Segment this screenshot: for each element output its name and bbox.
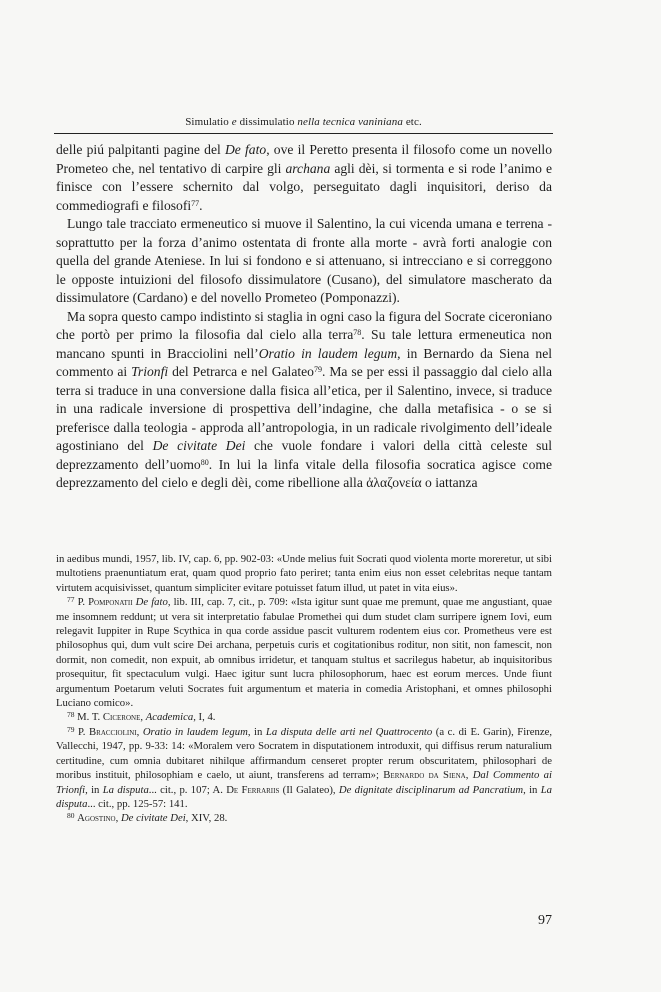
header-title-part: e (228, 116, 240, 128)
header-rule (54, 133, 553, 134)
running-header (54, 116, 553, 134)
header-title-part: etc. (402, 116, 422, 128)
footnote-ref-79[interactable]: 79 (313, 365, 322, 374)
footnote-number: 77 (67, 595, 75, 605)
footnotes (56, 552, 552, 826)
text-run: Ma sopra questo campo indistinto si staglia in ogni caso la figura del Socrate ciceroniano che portò per primo la filosofia dal cielo alla terra (56, 308, 552, 342)
footnote-text: (a c. di E. Garin), Firenze, Vallecchi, 1947, pp. 9-33: 14: «Moralem vero Socratem in disputationem introduxit, qui diffisus rerum naturalium certitudine, cum omnia dubitaret nihilque affirmandum censeret propter rerum obscuritatem, philosophari de moribus instituit, philosophiam e caelo, ut aiunt, transferens ad terram»; (56, 725, 553, 782)
footnote-number: 78 (67, 710, 75, 720)
footnote-text: , lib. III, cap. 7, cit., p. 709: «Ista igitur sunt quae me premunt, quae me angustiant, quae me insomnem reddunt; ut vera sit interpretatio fabulae Promethei qui dum studet clam surripere ignem Iovi, eum relegavit Iuppiter in Rupe Scythica in qua corde assidue pascit vulturem rodentem eius cor. Prometheus vere est philosophus qui, dum vult scire Dei archana, perpetuis curis et cogitationibus roditur, non sitit, non famescit, non dormit, non comedit, non expuit, ab omnibus irridetur, et tanquam stultus et sacrilegus habetur, ab inquisitoribus prosequitur, fit spectaculum vulgi. Haec igitur sunt lucra philosophorum, haec est eorum merces. Unde fiunt argumentum Poetarum veluti Socrates fuit argumentum et materia in comedia Aristophani, et omnes philosophi Luciano comico». (56, 596, 553, 710)
work-title: De dignitate disciplinarum ad Pancratium (338, 783, 524, 796)
italic-run: De civitate Dei (152, 438, 246, 453)
italic-run: Trionfi (131, 364, 169, 379)
paragraph-2: Lungo tale tracciato ermeneutico si muove il Salentino, la cui vicenda umana e terrena - soprattutto per la forza d’animo ostentata di fronte alla morte - avrà forti analogie con quella del grande Ateniese. In lui si fondono e si attenuano, si intrecciano e si correggono le opposte intuizioni del filosofo dissimulatore (Cusano), del simulatore mascherato da dissimulatore (Cardano) e del novello Prometeo (Pomponazzi). (56, 216, 552, 305)
text-run: agli dèi, si tormenta e si rode l’animo e finisce con l’essere schernito dal volgo, perseguitato dagli inquisitori, deriso da commediografi e filosofi (56, 160, 552, 213)
work-title: La disputa (56, 783, 552, 810)
text-run: , in Bernardo da Siena nel commento ai (56, 345, 553, 379)
author: Agostino (77, 812, 116, 825)
text-run: che vuole fondare i valori della città celeste sul deprezzamento dell’uomo (56, 438, 552, 472)
footnote-ref-78[interactable]: 78 (353, 328, 362, 337)
footnote-text: , XIV, 28. (185, 812, 228, 825)
work-title: De civitate Dei (120, 812, 186, 825)
header-title-part: Simulatio (185, 116, 229, 128)
footnote-text: , in (85, 783, 103, 796)
footnote-number: 79 (67, 724, 75, 734)
footnote-text: , in (523, 783, 541, 796)
work-title: Dal Commento ai Trionfi (56, 769, 552, 796)
italic-run: archana (285, 160, 331, 176)
footnote-ref-80[interactable]: 80 (200, 457, 209, 467)
author: Bernardo da Siena (383, 769, 466, 782)
work-title: La disputa (102, 783, 149, 796)
footnote-77 (56, 595, 552, 710)
author: M. T. Cicerone (77, 711, 141, 724)
footnote-text: (Il Galateo), (279, 783, 339, 796)
paragraph-1 (56, 141, 552, 215)
page-number: 97 (538, 913, 552, 928)
footnote-ref-77[interactable]: 77 (191, 198, 200, 208)
work-title: Oratio in laudem legum (142, 725, 248, 738)
author: P. Bracciolini (78, 725, 137, 738)
footnote-text: ... cit., pp. 125-57: 141. (87, 797, 188, 810)
footnote-text: , (465, 769, 473, 782)
text-run: delle piú palpitanti pagine del (56, 142, 225, 157)
text-run: o iattanza (421, 475, 478, 490)
body-text (56, 141, 552, 493)
italic-run: Oratio in laudem legum (258, 345, 398, 361)
footnote-continuation: in aedibus mundi, 1957, lib. IV, cap. 6, pp. 902-03: «Unde melius fuit Socrati quod violenta morte moreretur, ut sibi multotiens praenuntiatum erat, quam quod proprio fato periret; tanta enim eius non esset celebritas neque tantam virtutem acquisivisset, quantum simpliciter evitare potuisset fatum illud, ut patet in vita eius». (56, 553, 552, 594)
footnote-text: , (115, 812, 121, 825)
text-run: . Ma se per essi il passaggio dal cielo alla terra si traduce in una conversione dalla fisica all’etica, per il Salentino, invece, si traduce in una radicale inversione di prospettiva dell’indagine, che dalla metafisica - o se si preferisce dalla teologia - approda all’antropologia, in un radicale rivolgimento dell’ideale agostiniano del (56, 364, 552, 453)
header-title-part: dissimulatio (239, 116, 295, 128)
paragraph-3 (56, 308, 552, 493)
footnote-text: ... cit., p. 107; A. (148, 783, 227, 796)
author: P. Pomponatii (77, 596, 133, 609)
author: De Ferrariis (226, 783, 280, 796)
text-run: . Su tale lettura ermeneutica non mancano spunti in Bracciolini nell’ (56, 327, 552, 361)
work-title: Academica (145, 711, 194, 724)
footnote-text: , in (247, 725, 266, 738)
work-title: La disputa delle arti nel Quattrocento (265, 725, 433, 738)
text-run: del Petrarca e nel Galateo (168, 364, 314, 379)
text-run: . In lui la linfa vitale della filosofia socratica agisce come deprezzamento del cielo e degli dèi, come ribellione alla (56, 456, 552, 490)
footnote-number: 80 (67, 811, 75, 821)
greek-word: ἀλαζονεία (366, 475, 422, 490)
footnote-80 (56, 811, 552, 825)
footnote-78: $^{78}$ M. T. Cicerone, Academica, I, 4. (67, 710, 216, 724)
header-title-part: nella tecnica vaniniana (294, 116, 403, 128)
footnote-79: $^{79}$ P. Bracciolini, Oratio in laudem legum, in La disputa delle arti nel Quattrocento (a c. di E. Garin), Firenze, Vallecchi, 1947, pp. 9-33: 14: «Moralem vero Socratem in disputationem introduxit, qui diffisus rerum naturalium certitudine, cum omnia dubitaret nihilque affirmandum censeret propter rerum obscuritatem, philosophari de moribus instituit, philosophiam e caelo, ut aiunt, transferens ad terram»; Bernardo da Siena, Dal Commento ai Trionfi, in La disputa... cit., p. 107; A. De Ferrariis (Il Galateo), De dignitate disciplinarum ad Pancratium, in La disputa... cit., pp. 125-57: 141. (56, 724, 553, 810)
work-title: De fato (135, 596, 168, 609)
footnote-text: , I, 4. (193, 711, 216, 724)
text-run: , ove il Peretto presenta il filosofo come un novello Prometeo che, nel tentativo di carpire gli (56, 142, 553, 176)
text-run: . (199, 197, 203, 213)
italic-run: De fato (224, 142, 267, 157)
